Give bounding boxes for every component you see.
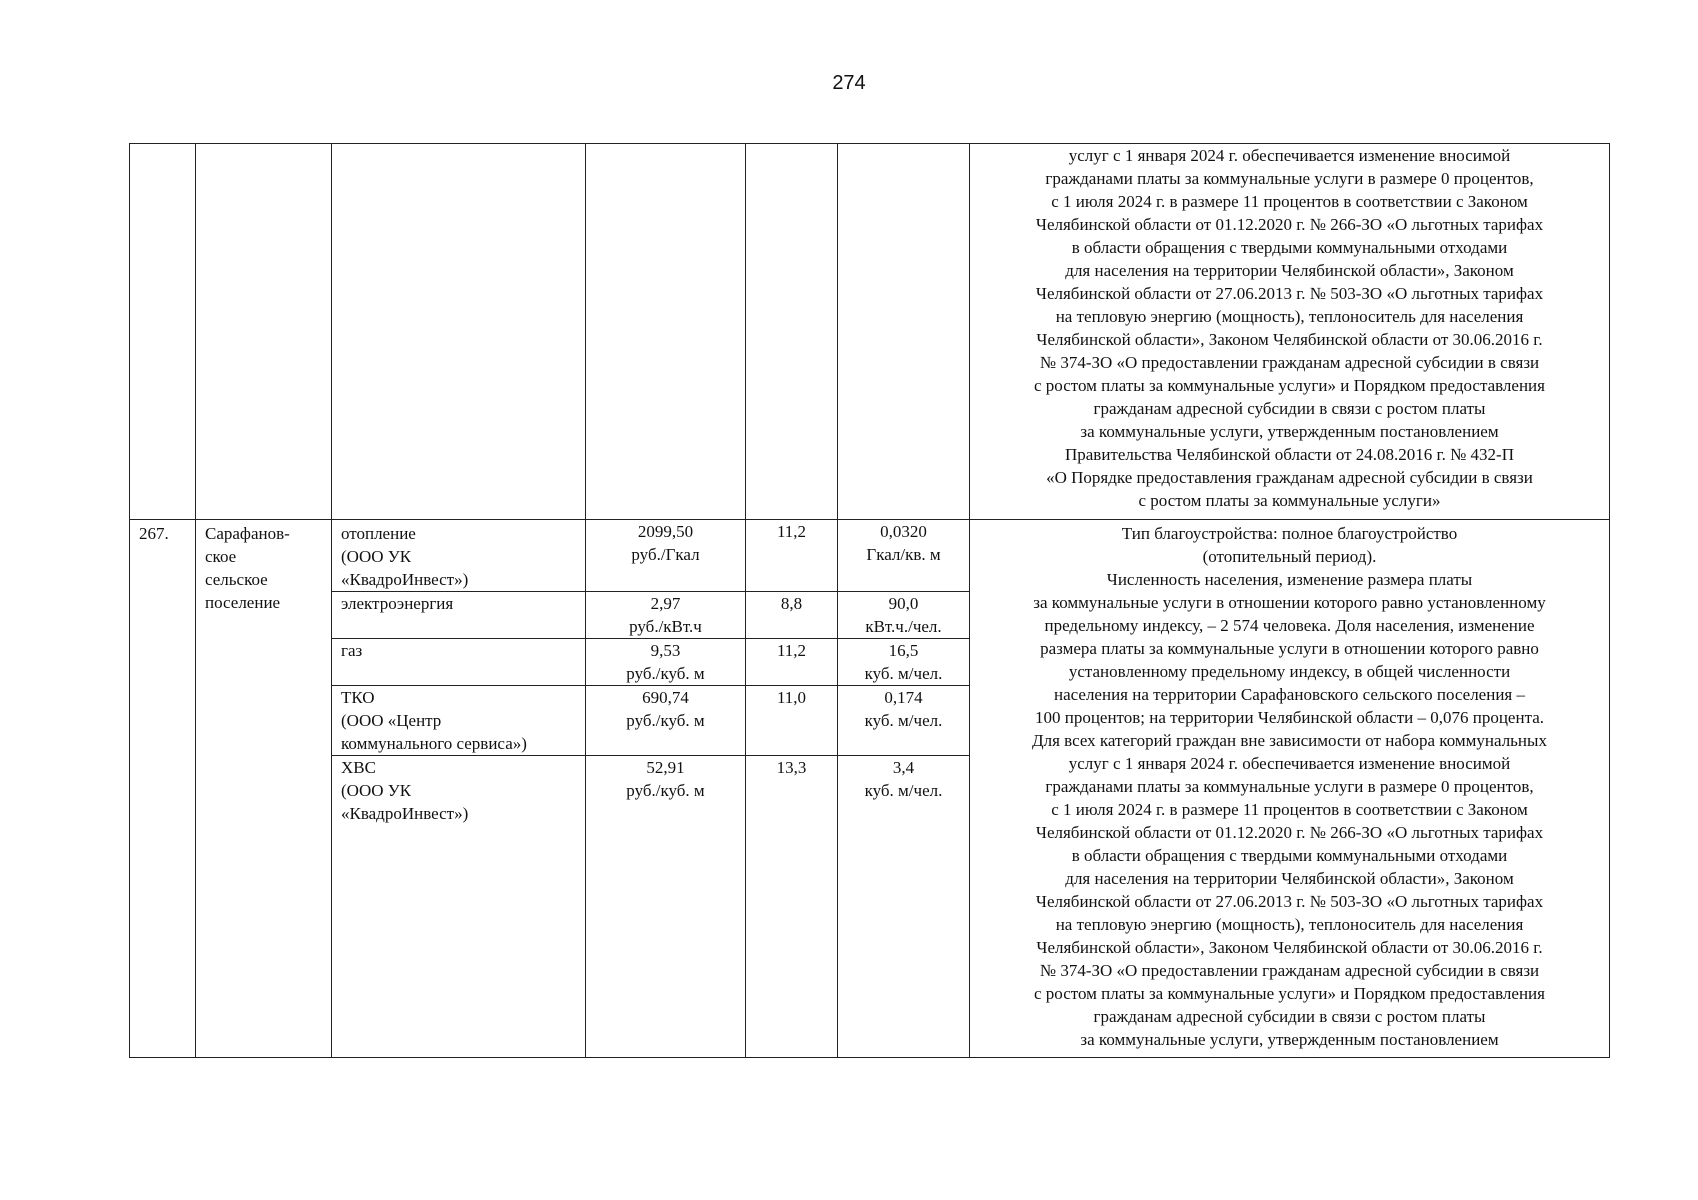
note-line: Челябинской области», Законом Челябинской области от 30.06.2016 г. xyxy=(1036,330,1543,349)
settlement-name xyxy=(196,520,332,1058)
tariff-unit: руб./куб. м xyxy=(626,664,705,683)
cell-index-empty xyxy=(746,144,838,520)
note-line: с ростом платы за коммунальные услуги» и Порядком предоставления xyxy=(1034,984,1545,1003)
norm-value: 90,0 xyxy=(888,594,919,613)
note-line: Тип благоустройства: полное благоустройство xyxy=(1121,524,1458,543)
row-number: 267. xyxy=(130,520,196,1058)
service-name-line: отопление xyxy=(341,524,416,543)
note-line: гражданами платы за коммунальные услуги в размере 0 процентов, xyxy=(1045,169,1534,188)
norm-unit: куб. м/чел. xyxy=(864,711,943,730)
table-row-continued xyxy=(130,144,1610,520)
tariff-value: 690,74 xyxy=(642,688,689,707)
settlement-line: сельское xyxy=(205,570,268,589)
settlement-line: ское xyxy=(205,547,237,566)
note-line: Челябинской области от 01.12.2020 г. № 266-ЗО «О льготных тарифах xyxy=(1035,823,1544,842)
index-electricity: 8,8 xyxy=(746,592,838,639)
service-name-cold-water xyxy=(332,756,586,1058)
tariff-unit: руб./кВт.ч xyxy=(629,617,702,636)
row-267-note xyxy=(979,522,1600,1051)
tariff-electricity xyxy=(586,592,746,639)
tariff-unit: руб./куб. м xyxy=(626,711,705,730)
note-line: услуг с 1 января 2024 г. обеспечивается изменение вносимой xyxy=(1068,146,1511,165)
index-cold-water: 13,3 xyxy=(746,756,838,1058)
note-line: за коммунальные услуги в отношении которого равно установленному xyxy=(1033,593,1546,612)
note-line: услуг с 1 января 2024 г. обеспечивается изменение вносимой xyxy=(1068,754,1511,773)
norm-unit: кВт.ч./чел. xyxy=(865,617,942,636)
service-name-line: «КвадроИнвест») xyxy=(341,570,469,589)
note-line: за коммунальные услуги, утвержденным постановлением xyxy=(1080,1030,1499,1049)
note-line: с 1 июля 2024 г. в размере 11 процентов в соответствии с Законом xyxy=(1051,800,1528,819)
tariff-unit: руб./куб. м xyxy=(626,781,705,800)
cell-norm-empty xyxy=(838,144,970,520)
note-line: гражданам адресной субсидии в связи с ростом платы xyxy=(1093,1007,1486,1026)
tariff-gas xyxy=(586,639,746,686)
norm-gas xyxy=(838,639,970,686)
note-line: установленному предельному индексу, в общей численности xyxy=(1068,662,1511,681)
tariff-waste xyxy=(586,686,746,756)
norm-value: 16,5 xyxy=(888,641,919,660)
tariff-value: 2099,50 xyxy=(637,522,694,541)
norm-electricity xyxy=(838,592,970,639)
settlement-line: Сарафанов- xyxy=(205,524,290,543)
note-line: с 1 июля 2024 г. в размере 11 процентов в соответствии с Законом xyxy=(1051,192,1528,211)
tariff-unit: руб./Гкал xyxy=(631,545,700,564)
norm-unit: куб. м/чел. xyxy=(864,781,943,800)
row-267-note-cell xyxy=(970,520,1610,1058)
service-name-line: (ООО УК xyxy=(341,781,412,800)
tariff-cold-water xyxy=(586,756,746,1058)
norm-heating xyxy=(838,520,970,592)
note-line: на тепловую энергию (мощность), теплоноситель для населения xyxy=(1055,307,1524,326)
note-line: (отопительный период). xyxy=(1202,547,1377,566)
service-name-line: ТКО xyxy=(341,688,375,707)
index-waste: 11,0 xyxy=(746,686,838,756)
note-line: предельному индексу, – 2 574 человека. Доля населения, изменение xyxy=(1044,616,1535,635)
cell-tariff-empty xyxy=(586,144,746,520)
note-line: в области обращения с твердыми коммунальными отходами xyxy=(1071,238,1508,257)
note-line: Челябинской области от 27.06.2013 г. № 503-ЗО «О льготных тарифах xyxy=(1035,892,1544,911)
tariff-value: 52,91 xyxy=(646,758,685,777)
cell-settlement-empty xyxy=(196,144,332,520)
service-name-line: ХВС xyxy=(341,758,376,777)
service-name-line: «КвадроИнвест») xyxy=(341,804,469,823)
note-line: гражданам адресной субсидии в связи с ростом платы xyxy=(1093,399,1486,418)
note-line: за коммунальные услуги, утвержденным постановлением xyxy=(1080,422,1499,441)
page-number: 274 xyxy=(832,72,866,94)
tariff-value: 9,53 xyxy=(650,641,681,660)
note-line: № 374-ЗО «О предоставлении гражданам адресной субсидии в связи xyxy=(1039,961,1540,980)
norm-cold-water xyxy=(838,756,970,1058)
note-line: с ростом платы за коммунальные услуги» и Порядком предоставления xyxy=(1034,376,1545,395)
note-line: Челябинской области от 27.06.2013 г. № 503-ЗО «О льготных тарифах xyxy=(1035,284,1544,303)
norm-value: 0,0320 xyxy=(880,522,927,541)
continued-note xyxy=(979,144,1600,512)
note-line: Челябинской области», Законом Челябинской области от 30.06.2016 г. xyxy=(1036,938,1543,957)
norm-unit: куб. м/чел. xyxy=(864,664,943,683)
tariff-value: 2,97 xyxy=(650,594,681,613)
note-line: для населения на территории Челябинской области», Законом xyxy=(1065,261,1514,280)
index-gas: 11,2 xyxy=(746,639,838,686)
service-name-electricity xyxy=(332,592,586,639)
index-heating: 11,2 xyxy=(746,520,838,592)
norm-value: 3,4 xyxy=(892,758,915,777)
service-name-line: газ xyxy=(341,641,363,660)
norm-unit: Гкал/кв. м xyxy=(866,545,941,564)
continued-note-cell xyxy=(970,144,1610,520)
note-line: с ростом платы за коммунальные услуги» xyxy=(1138,491,1441,510)
cell-service-empty xyxy=(332,144,586,520)
note-line: 100 процентов; на территории Челябинской области – 0,076 процента. xyxy=(1034,708,1545,727)
note-line: Численность населения, изменение размера платы xyxy=(1106,570,1473,589)
service-name-heating xyxy=(332,520,586,592)
norm-waste xyxy=(838,686,970,756)
cell-number-empty xyxy=(130,144,196,520)
note-line: в области обращения с твердыми коммунальными отходами xyxy=(1071,846,1508,865)
service-name-line: коммунального сервиса») xyxy=(341,734,527,753)
note-line: «О Порядке предоставления гражданам адресной субсидии в связи xyxy=(1046,468,1533,487)
note-line: Для всех категорий граждан вне зависимости от набора коммунальных xyxy=(1032,731,1547,750)
tariff-table xyxy=(129,143,1610,1058)
table-row-service-1 xyxy=(130,520,1610,592)
note-line: № 374-ЗО «О предоставлении гражданам адресной субсидии в связи xyxy=(1039,353,1540,372)
note-line: размера платы за коммунальные услуги в отношении которого равно xyxy=(1040,639,1539,658)
norm-value: 0,174 xyxy=(884,688,923,707)
service-name-line: (ООО «Центр xyxy=(341,711,442,730)
note-line: для населения на территории Челябинской области», Законом xyxy=(1065,869,1514,888)
tariff-heating xyxy=(586,520,746,592)
note-line: на тепловую энергию (мощность), теплоноситель для населения xyxy=(1055,915,1524,934)
service-name-gas xyxy=(332,639,586,686)
service-name-waste xyxy=(332,686,586,756)
note-line: гражданами платы за коммунальные услуги в размере 0 процентов, xyxy=(1045,777,1534,796)
service-name-line: электроэнергия xyxy=(341,594,454,613)
note-line: Правительства Челябинской области от 24.08.2016 г. № 432-П xyxy=(1064,445,1514,464)
service-name-line: (ООО УК xyxy=(341,547,412,566)
settlement-line: поселение xyxy=(205,593,281,612)
note-line: Челябинской области от 01.12.2020 г. № 266-ЗО «О льготных тарифах xyxy=(1035,215,1544,234)
note-line: населения на территории Сарафановского сельского поселения – xyxy=(1054,685,1525,704)
